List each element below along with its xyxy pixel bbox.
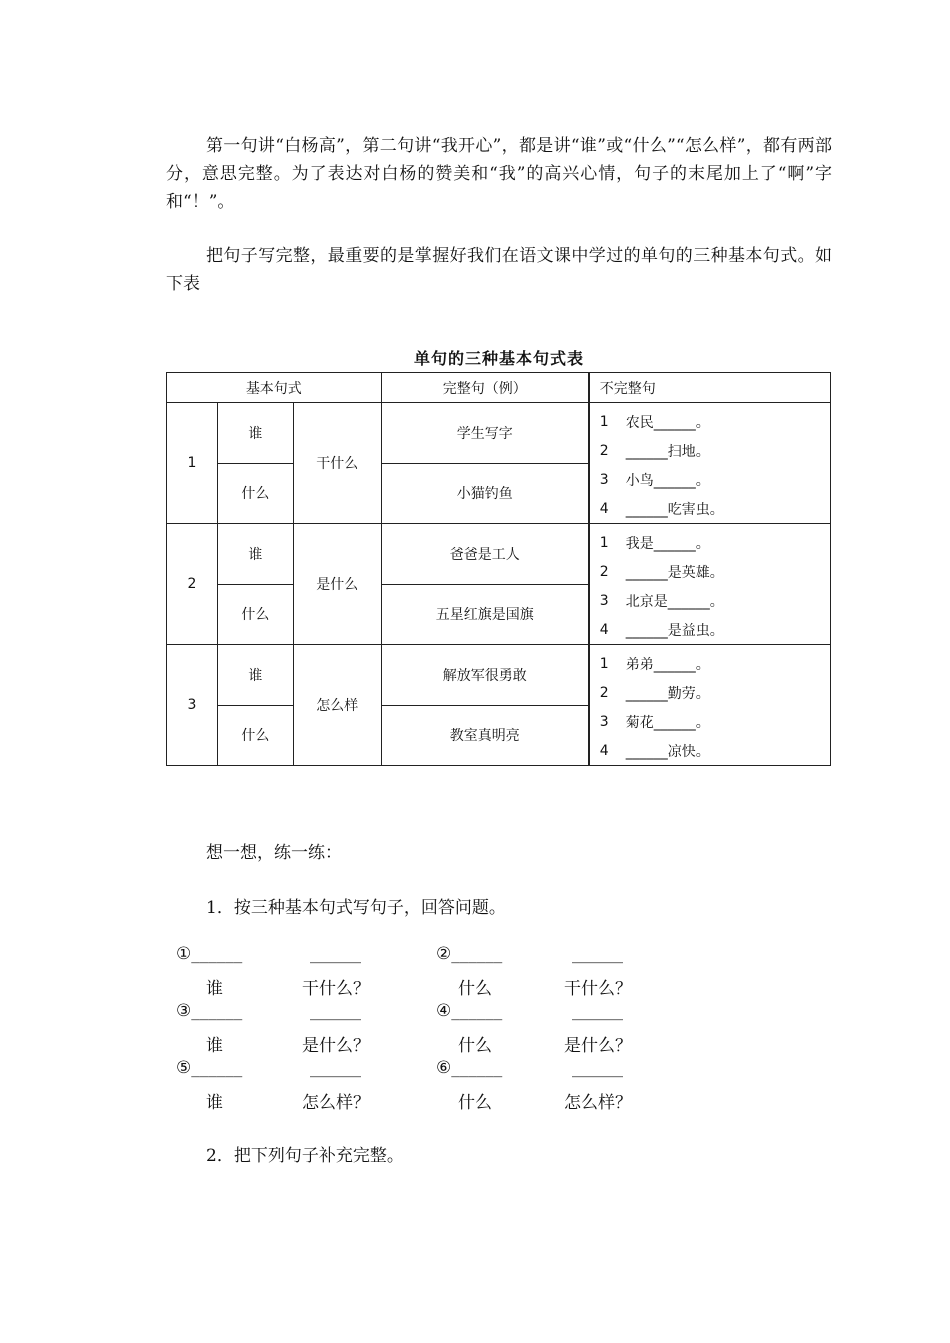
prompt-label: 怎么样？ — [302, 1093, 370, 1113]
incomplete-item: 4 ______是益虫。 — [599, 621, 724, 639]
blank-line[interactable]: ______ — [572, 944, 623, 964]
blank-mark[interactable]: ⑤______ — [176, 1058, 243, 1078]
blank-mark[interactable]: ①______ — [176, 944, 243, 964]
question-2: 2．把下列句子补充完整。 — [206, 1146, 404, 1166]
prompt-label: 怎么样？ — [564, 1093, 632, 1113]
blank-mark[interactable]: ⑥______ — [436, 1058, 503, 1078]
subject-cell: 谁 — [217, 524, 293, 585]
paragraph-2: 把句子写完整，最重要的是掌握好我们在语文课中学过的单句的三种基本句式。如下表 — [166, 246, 832, 294]
blank-line[interactable]: ______ — [310, 1001, 361, 1021]
incomplete-list — [589, 645, 831, 766]
prompt-label: 干什么？ — [302, 979, 370, 999]
prompt-label: 什么 — [458, 1093, 492, 1113]
prompt-label: 干什么？ — [564, 979, 632, 999]
incomplete-item: 2 ______是英雄。 — [599, 563, 724, 581]
header-incomplete-sentence: 不完整句 — [589, 373, 831, 403]
blank-mark[interactable]: ④______ — [436, 1001, 503, 1021]
prompt-label: 谁 — [206, 1036, 223, 1056]
example-cell: 解放军很勇敢 — [381, 645, 589, 706]
incomplete-item: 4 ______凉快。 — [599, 742, 710, 760]
blank-line[interactable]: ______ — [572, 1058, 623, 1078]
pattern-number: 2 — [167, 524, 218, 645]
prompt-label: 什么 — [458, 979, 492, 999]
incomplete-item: 2 ______扫地。 — [599, 442, 710, 460]
incomplete-list — [589, 403, 831, 524]
subject-cell: 什么 — [217, 463, 293, 524]
subject-cell: 谁 — [217, 403, 293, 464]
prompt-label: 谁 — [206, 1093, 223, 1113]
sentence-pattern-table — [166, 372, 831, 766]
pattern-number: 1 — [167, 403, 218, 524]
blank-line[interactable]: ______ — [310, 944, 361, 964]
header-complete-sentence: 完整句（例） — [381, 373, 589, 403]
practice-heading: 想一想，练一练： — [206, 843, 342, 863]
subject-cell: 什么 — [217, 705, 293, 766]
incomplete-item: 3 北京是______。 — [599, 592, 724, 610]
blank-line[interactable]: ______ — [572, 1001, 623, 1021]
blank-line[interactable]: ______ — [310, 1058, 361, 1078]
question-1: 1．按三种基本句式写句子，回答问题。 — [206, 898, 506, 918]
incomplete-item: 1 弟弟______。 — [599, 655, 710, 673]
incomplete-item: 2 ______勤劳。 — [599, 684, 710, 702]
example-cell: 五星红旗是国旗 — [381, 584, 589, 645]
predicate-cell: 怎么样 — [293, 645, 381, 766]
header-basic-pattern: 基本句式 — [167, 373, 382, 403]
prompt-label: 谁 — [206, 979, 223, 999]
prompt-label: 是什么？ — [564, 1036, 632, 1056]
example-cell: 小猫钓鱼 — [381, 463, 589, 524]
paragraph-1: 第一句讲“白杨高”，第二句讲“我开心”，都是讲“谁”或“什么”“怎么样”，都有两部分，意思完整。为了表达对白杨的赞美和“我”的高兴心情，句子的末尾加上了“啊”字和“！”。 — [166, 136, 832, 212]
predicate-cell: 是什么 — [293, 524, 381, 645]
example-cell: 学生写字 — [381, 403, 589, 464]
table-title: 单句的三种基本句式表 — [413, 349, 584, 368]
pattern-number: 3 — [167, 645, 218, 766]
incomplete-item: 1 我是______。 — [599, 534, 710, 552]
incomplete-item: 3 菊花______。 — [599, 713, 710, 731]
subject-cell: 什么 — [217, 584, 293, 645]
blank-mark[interactable]: ③______ — [176, 1001, 243, 1021]
incomplete-item: 1 农民______。 — [599, 413, 710, 431]
incomplete-item: 4 ______吃害虫。 — [599, 500, 724, 518]
predicate-cell: 干什么 — [293, 403, 381, 524]
example-cell: 教室真明亮 — [381, 705, 589, 766]
prompt-label: 什么 — [458, 1036, 492, 1056]
example-cell: 爸爸是工人 — [381, 524, 589, 585]
subject-cell: 谁 — [217, 645, 293, 706]
incomplete-list — [589, 524, 831, 645]
blank-mark[interactable]: ②______ — [436, 944, 503, 964]
prompt-label: 是什么？ — [302, 1036, 370, 1056]
incomplete-item: 3 小鸟______。 — [599, 471, 710, 489]
